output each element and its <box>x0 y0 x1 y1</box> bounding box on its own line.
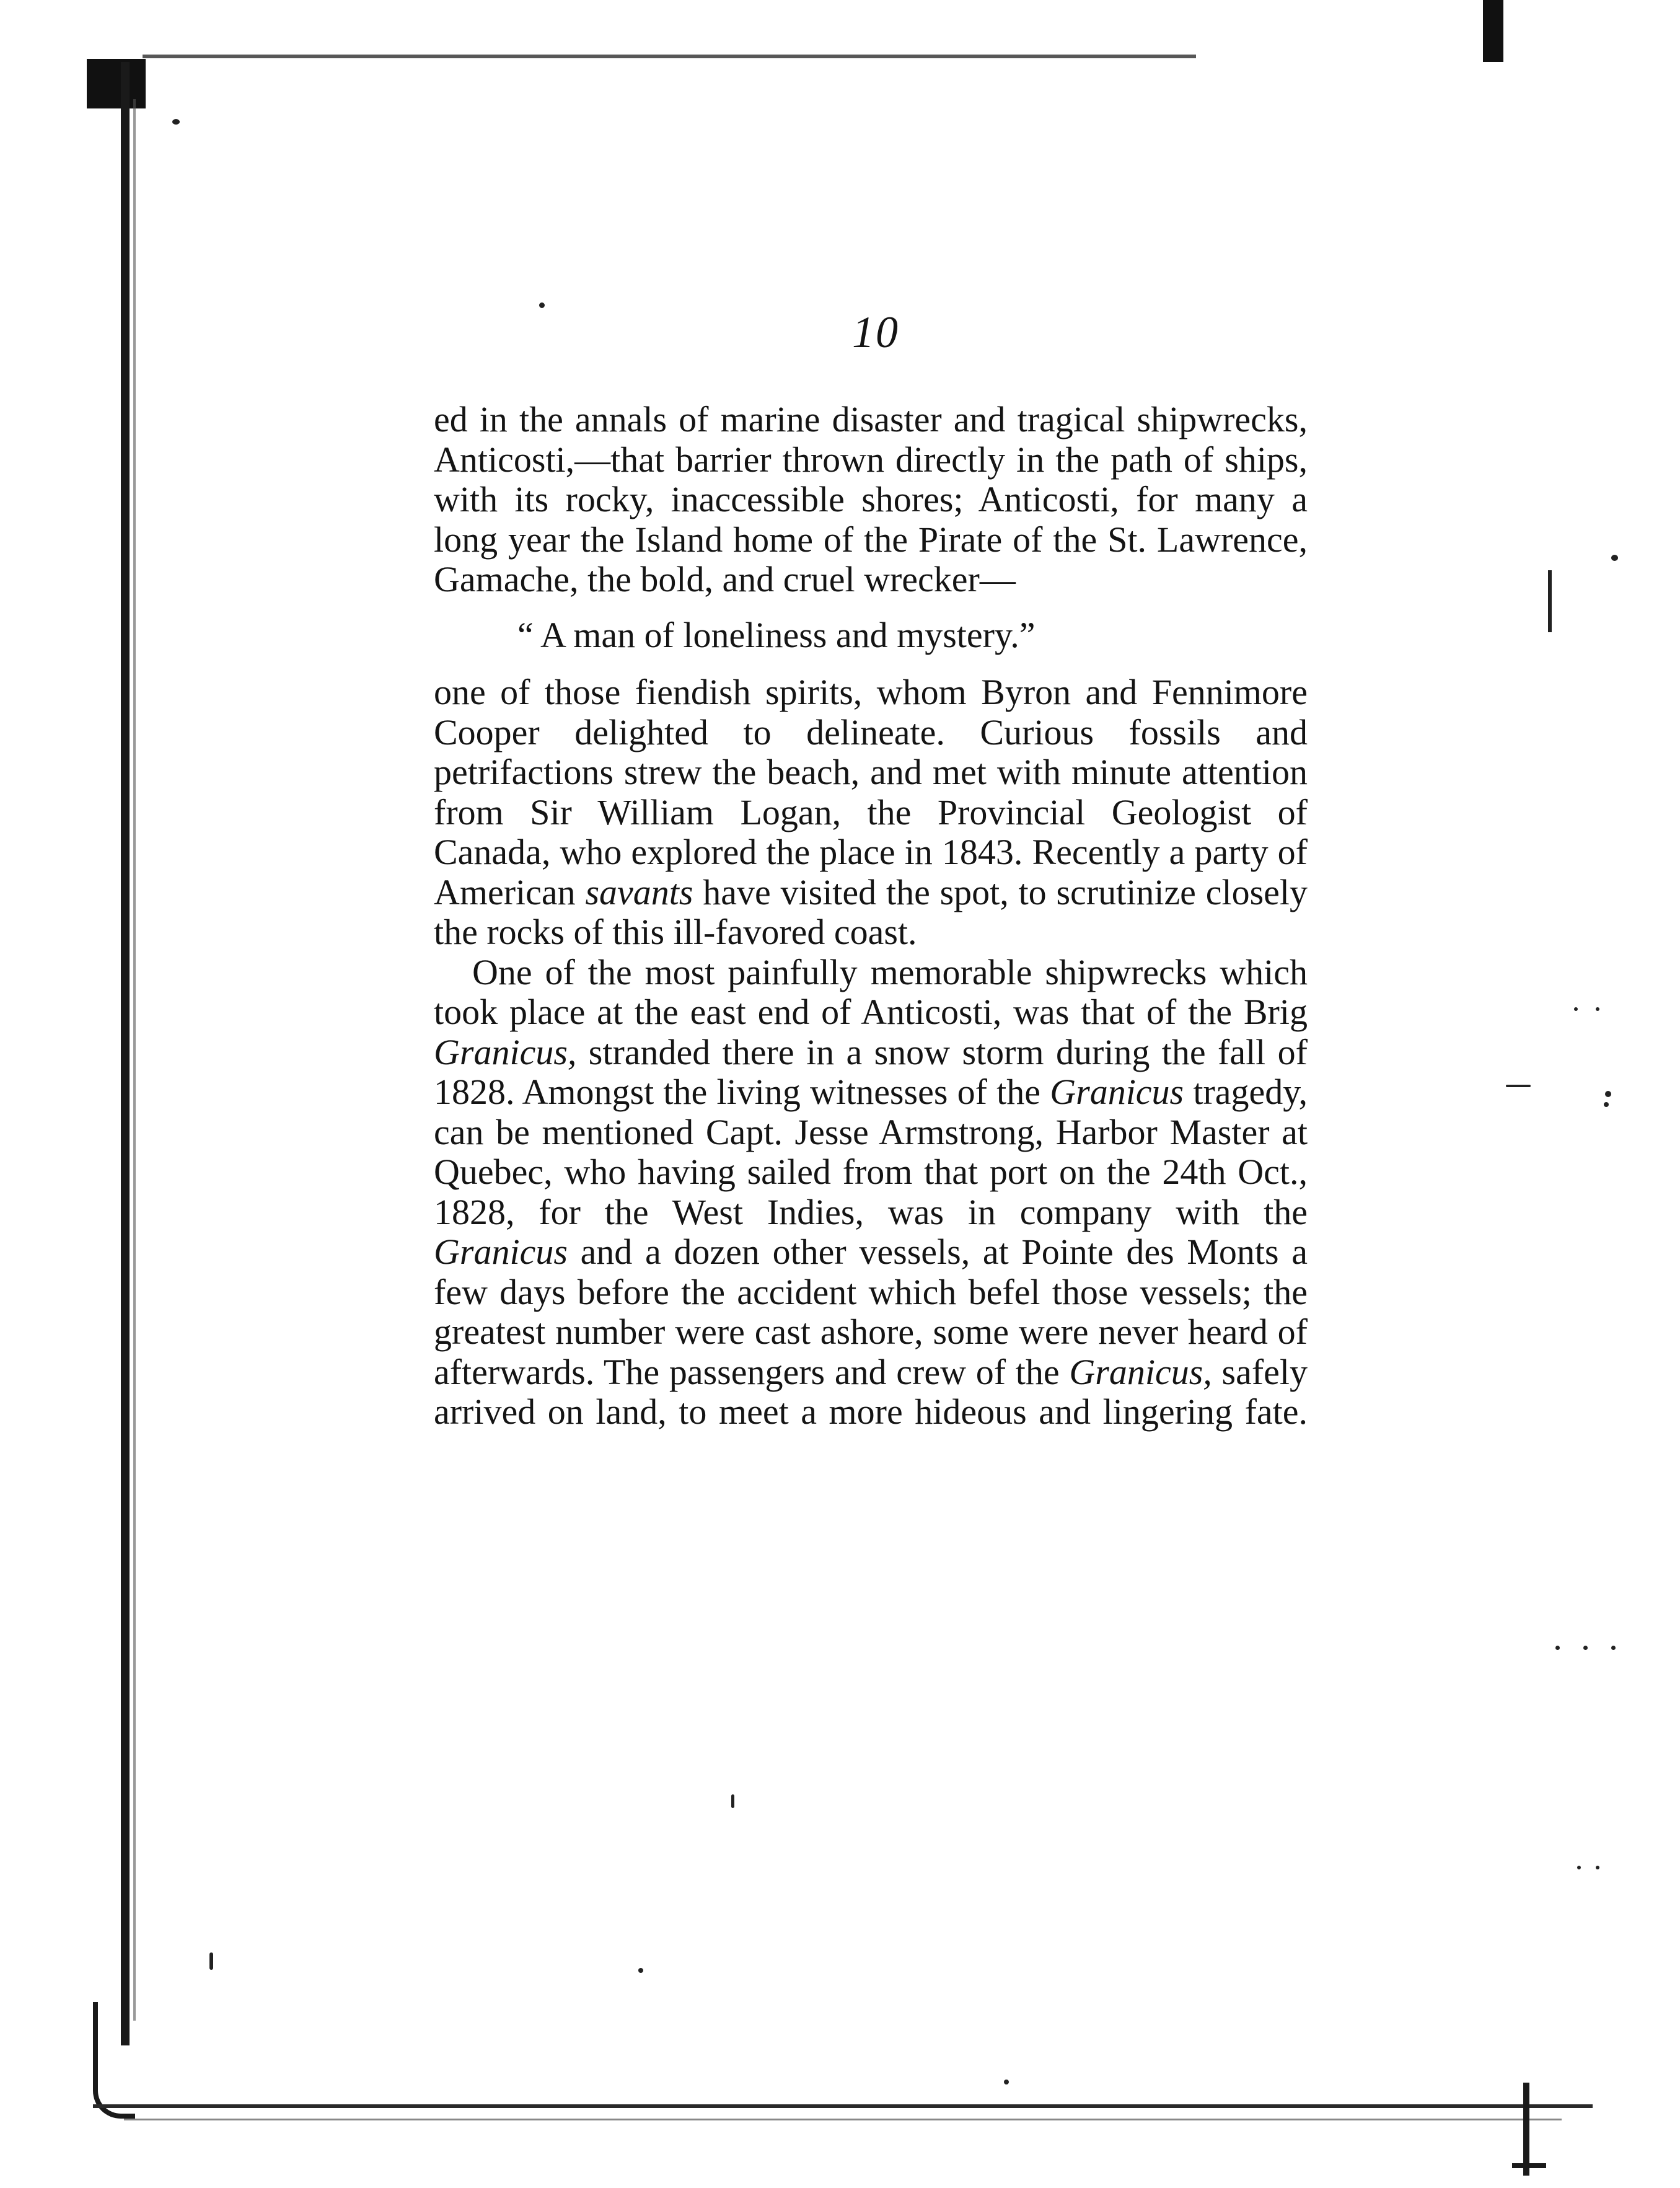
paragraph-2-text-b: have visited the spot, to scrutinize closely the rocks of this ill-favored coast. <box>434 871 1308 952</box>
scan-speck <box>1605 1091 1611 1097</box>
scan-right-margin-mark <box>1548 570 1552 632</box>
scan-speck <box>1583 1646 1588 1650</box>
scan-speck <box>638 1968 643 1973</box>
scan-speck <box>1004 2080 1009 2084</box>
scan-corner-mark <box>87 59 146 108</box>
paragraph-3-text-d: and a dozen other vessels, at Pointe des Monts a few days before the accident which befel those vessels; the greatest number were cast ashore, some were never heard of afterwards. The passengers and crew of the <box>434 1232 1308 1392</box>
block-quote: “ A man of loneliness and mystery.” <box>517 614 1036 655</box>
scan-speck <box>1506 1085 1531 1087</box>
scan-speck <box>172 119 180 125</box>
scan-left-inner-edge <box>133 99 136 2021</box>
paragraph-3-italic-granicus-1: Granicus, <box>434 1031 577 1072</box>
scan-speck <box>1611 555 1618 561</box>
paragraph-2-text-a: one of those fiendish spirits, whom Byron and Fennimore Cooper delighted to delineate. Curious fossils and petrifactions strew the beach, and met with minute attention from Sir William Logan, the Provincial Geologist of Canada, who explored the place in 1843. Recently a party of American <box>434 672 1308 912</box>
scan-bottom-edge <box>93 2104 1593 2108</box>
scan-left-binding-edge <box>121 62 130 2045</box>
paragraph-2 <box>434 673 1308 953</box>
paragraph-3-text-a: One of the most painfully memorable shipwrecks which took place at the east end of Anticosti, was that of the Brig <box>434 951 1308 1032</box>
paragraph-1: ed in the annals of marine disaster and tragical shipwrecks, Anticosti,—that barrier thrown directly in the path of ships, with its rocky, inaccessible shores; Anticosti, for many a long year the Island home of the Pirate of the St. Lawrence, Gamache, the bold, and cruel wrecker— <box>434 399 1308 599</box>
scan-speck <box>1611 1646 1616 1650</box>
paragraph-3-text-b: stranded there in a snow storm during the fall of 1828. Amongst the living witnesses of the <box>434 1031 1308 1112</box>
paragraph-3 <box>434 953 1308 1432</box>
scan-top-edge <box>143 55 1196 58</box>
scan-bottom-right-mark <box>1523 2083 1529 2176</box>
page-number: 10 <box>852 307 899 357</box>
paragraph-3-italic-granicus-3: Granicus <box>434 1232 568 1272</box>
scan-speck <box>539 302 545 308</box>
scan-speck <box>209 1952 213 1970</box>
scan-speck <box>1555 1646 1560 1650</box>
scan-bottom-left-curve <box>93 2002 135 2119</box>
scan-speck <box>1604 1102 1609 1107</box>
scan-bottom-right-mark-foot <box>1512 2163 1546 2168</box>
paragraph-3-text-e: safely arrived on land, to meet a more hideous and lingering fate. <box>434 1351 1308 1432</box>
paragraph-3-italic-granicus-2: Granicus <box>1050 1072 1184 1112</box>
body-text <box>434 400 1308 1432</box>
scan-speck <box>731 1794 734 1808</box>
scan-speck <box>1596 1007 1599 1011</box>
paragraph-3-text-c: tragedy, can be mentioned Capt. Jesse Armstrong, Harbor Master at Quebec, who having sailed from that port on the 24th Oct., 1828, for the West Indies, was in company with the <box>434 1072 1308 1232</box>
scan-speck <box>1577 1866 1581 1869</box>
scan-speck <box>1574 1007 1578 1011</box>
paragraph-3-italic-granicus-4: Granicus, <box>1069 1351 1212 1392</box>
scan-top-right-tab <box>1483 0 1503 62</box>
paragraph-2-italic-savants: savants <box>585 871 693 912</box>
scan-speck <box>1596 1866 1599 1869</box>
scan-bottom-edge-shadow <box>124 2119 1562 2120</box>
